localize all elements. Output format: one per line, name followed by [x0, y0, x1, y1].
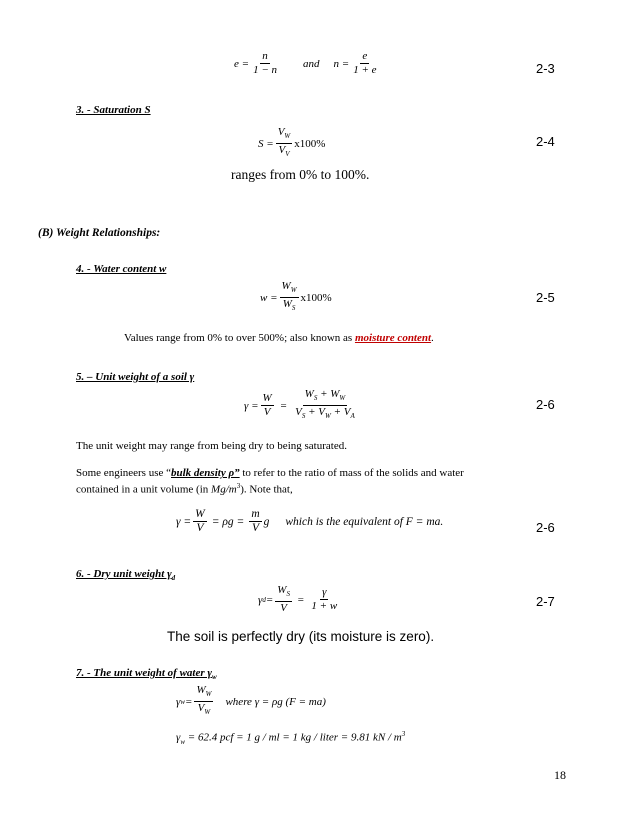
equation-2-5	[260, 280, 332, 315]
eq-mid: =	[279, 399, 288, 412]
fraction-m-over-v	[249, 508, 261, 535]
section-heading-water-content: 4. - Water content w	[76, 263, 167, 275]
denominator	[293, 406, 357, 423]
subscript: W	[339, 394, 346, 403]
subscript: d	[171, 574, 176, 583]
equation-number: 2-5	[536, 290, 555, 305]
equation-water-unit-weight	[176, 684, 326, 719]
equation-2-7	[258, 584, 341, 615]
var: W	[196, 684, 206, 696]
numerator	[275, 584, 292, 602]
subscript: S	[301, 412, 306, 421]
section-heading-weight-relationships: (B) Weight Relationships:	[38, 227, 161, 239]
equation-number: 2-7	[536, 594, 555, 609]
equation-number: 2-3	[536, 61, 555, 76]
unit-weight-text-3	[76, 482, 293, 496]
numerator: γ	[322, 586, 327, 599]
subscript: A	[350, 412, 355, 421]
heading-text: 7. - The unit weight of water γ	[76, 667, 212, 679]
eq-left: γ =	[244, 399, 259, 412]
subscript: w	[211, 673, 217, 682]
eq-left: w =	[260, 291, 278, 304]
var: W	[282, 298, 292, 311]
text-part: ). Note that,	[240, 483, 293, 496]
text-part: contained in a unit volume (in	[76, 483, 212, 496]
denominator	[281, 298, 298, 315]
unit-weight-text-1: The unit weight may range from being dry to being saturated.	[76, 440, 347, 452]
eq-g: g	[263, 515, 270, 528]
eq-and: and	[303, 57, 320, 70]
eq-suffix: x100%	[300, 291, 332, 304]
equation-2-6-density	[176, 508, 443, 535]
note-text: Values range from 0% to over 500%; also known as	[124, 332, 355, 344]
fraction-w-over-v	[261, 392, 274, 419]
section-heading-saturation: 3. - Saturation S	[76, 104, 151, 116]
dry-soil-text: The soil is perfectly dry (its moisture is zero).	[167, 629, 435, 644]
equation-number: 2-6	[536, 520, 555, 535]
denominator: 1 − n	[253, 64, 277, 76]
section-heading-water-unit-weight	[76, 667, 217, 681]
numerator	[276, 126, 293, 144]
note-text-end: .	[431, 332, 434, 344]
var: W	[281, 280, 291, 292]
text-part: to refer to the ratio of mass of the solids and water	[239, 467, 464, 479]
eq-suffix: x100%	[294, 137, 326, 150]
eq-equivalent-text: which is the equivalent of F = ma.	[285, 515, 444, 528]
equation-water-unit-weight-values	[176, 730, 405, 746]
subscript: W	[204, 708, 211, 717]
eq-e-left: e =	[234, 57, 250, 70]
denominator	[196, 702, 213, 719]
equation-2-6	[244, 388, 359, 423]
numerator	[194, 684, 213, 702]
eq-left: γ =	[176, 515, 192, 528]
denominator	[276, 144, 291, 161]
var: + V	[330, 406, 351, 419]
unit-weight-text-2	[76, 467, 464, 479]
fraction-ws-ww-over-vs-vw-va	[293, 388, 357, 423]
fraction-vw-over-vv	[276, 126, 293, 161]
subscript: W	[205, 690, 212, 699]
var: V	[277, 126, 285, 138]
subscript: V	[285, 150, 290, 159]
var: W	[304, 388, 314, 400]
var: γ	[258, 593, 263, 606]
equation-2-3	[234, 50, 381, 77]
section-heading-unit-weight: 5. – Unit weight of a soil γ	[76, 371, 195, 383]
unit: Mg/m	[211, 483, 237, 496]
page-number: 18	[554, 768, 566, 782]
denominator: 1 + w	[311, 600, 338, 613]
fraction-ww-over-ws	[280, 280, 299, 315]
subscript: S	[291, 304, 296, 313]
fraction-w-over-v	[193, 508, 207, 535]
subscript: w	[180, 697, 186, 706]
heading-text: 6. - Dry unit weight γ	[76, 568, 172, 580]
denominator: V	[280, 602, 287, 615]
subscript: S	[286, 590, 290, 599]
numerator: m	[251, 508, 260, 520]
eq-left: =	[265, 593, 274, 606]
numerator: n	[262, 50, 268, 62]
var: γ	[176, 731, 181, 744]
var: + W	[317, 388, 340, 400]
eq-n-right: n =	[333, 57, 350, 70]
fraction-ww-over-vw	[194, 684, 213, 719]
equation-number: 2-6	[536, 397, 555, 412]
subscript: W	[325, 412, 331, 421]
subscript: w	[180, 737, 186, 746]
numerator: e	[362, 50, 368, 62]
eq-left: S =	[258, 137, 274, 150]
var: V	[295, 406, 302, 419]
denominator: V	[263, 406, 271, 419]
eq-values-text: = 62.4 pcf = 1 g / ml = 1 kg / liter = 9.81 kN / m	[185, 731, 402, 744]
fraction-e-over-1-plus-e	[351, 50, 378, 77]
fraction-gamma-over-1-plus-w	[309, 586, 339, 613]
var: V	[197, 702, 205, 715]
numerator: W	[262, 392, 272, 405]
equation-number: 2-4	[536, 134, 555, 149]
bulk-density-highlight: bulk density ρ”	[171, 467, 240, 479]
subscript: W	[290, 286, 297, 295]
numerator	[280, 280, 299, 298]
eq-where-text: where γ = ρg (F = ma)	[225, 695, 326, 708]
eq-left: =	[185, 695, 193, 708]
numerator	[303, 388, 348, 406]
water-content-note	[124, 332, 434, 344]
eq-mid: =	[296, 593, 305, 606]
equation-2-4	[258, 126, 325, 161]
subscript: d	[262, 595, 266, 604]
denominator: V	[196, 522, 204, 534]
var: γ	[176, 695, 181, 708]
numerator: W	[195, 508, 205, 520]
saturation-range-text: ranges from 0% to 100%.	[231, 167, 370, 182]
fraction-n-over-1-minus-n	[251, 50, 279, 77]
text-part: Some engineers use “	[76, 467, 171, 479]
superscript: 3	[236, 482, 241, 490]
subscript: S	[313, 394, 318, 403]
var: V	[278, 144, 286, 157]
superscript: 3	[401, 730, 406, 738]
var: + V	[305, 406, 326, 419]
denominator: 1 + e	[353, 64, 377, 76]
denominator: V	[251, 522, 259, 534]
var: W	[277, 584, 287, 596]
fraction-ws-over-v	[275, 584, 292, 615]
eq-mid: = ρg =	[211, 515, 245, 528]
subscript: W	[284, 132, 291, 141]
moisture-content-highlight: moisture content	[354, 332, 432, 344]
section-heading-dry-unit-weight	[76, 568, 175, 582]
